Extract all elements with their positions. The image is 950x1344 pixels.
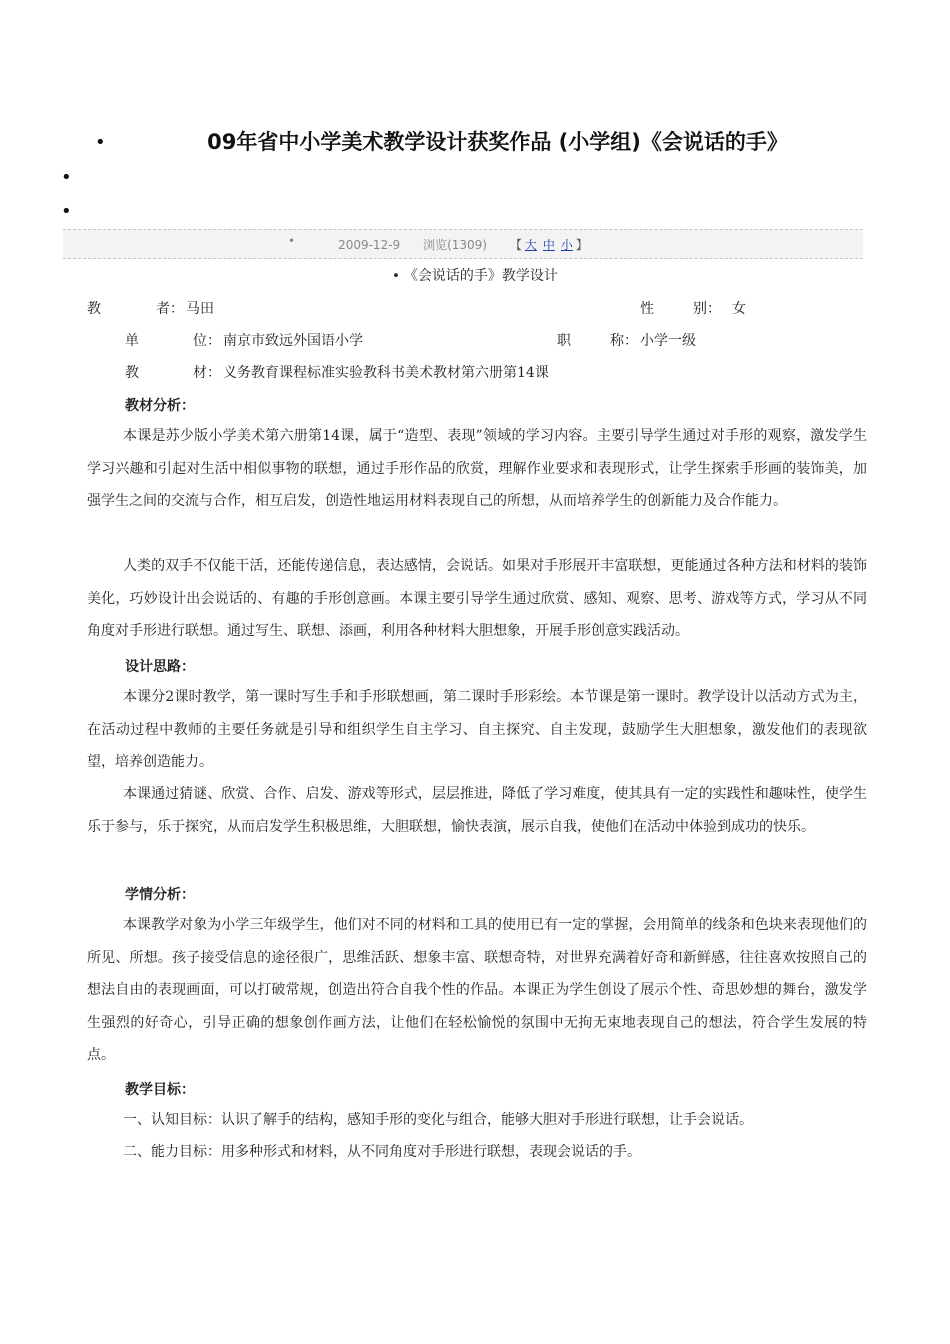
gender-label-b: 别：: [693, 301, 721, 317]
paragraph-analysis-1: 本课是苏少版小学美术第六册第14课，属于“造型、表现”领域的学习内容。主要引导学生通过对手形的观察，激发学生学习兴趣和引起对生活中相似事物的联想，通过手形作品的欣赏，理解作业要求和表现形式，让学生探索手形画的装饰美，加强学生之间的交流与合作，相互启发，创造性地运用材料表现自己的所想，从而培养学生的创新能力及合作能力。: [87, 428, 867, 509]
font-size-bracket-close: 】: [575, 238, 588, 252]
gender-label-a: 性: [640, 301, 654, 317]
bullet-marker: •: [392, 269, 404, 284]
page-title: 09年省中小学美术教学设计获奖作品 (小学组)《会说话的手》: [207, 130, 788, 154]
subtitle-text: 《会说话的手》教学设计: [403, 268, 558, 284]
unit-label-a: 单: [125, 333, 139, 349]
author-value: 马田: [186, 301, 214, 317]
section-heading-design: 设计思路：: [125, 659, 195, 675]
goal-item-1: 一、认知目标：认识了解手的结构，感知手形的变化与组合，能够大胆对手形进行联想，让手会说话。: [123, 1112, 753, 1128]
author-label-a: 教: [87, 301, 101, 317]
paragraph-student-1: 本课教学对象为小学三年级学生，他们对不同的材料和工具的使用已有一定的掌握，会用简单的线条和色块来表现他们的所见、所想。孩子接受信息的途径很广，思维活跃、想象丰富、联想奇特，对世界充满着好奇和新鲜感，往往喜欢按照自己的想法自由的表现画面，可以打破常规，创造出符合自我个性的作品。本课正为学生创设了展示个性、奇思妙想的舞台，激发学生强烈的好奇心，引导正确的想象创作画方法，让他们在轻松愉悦的氛围中无拘无束地表现自己的想法，符合学生发展的特点。: [87, 917, 867, 1063]
material-label-b: 材：: [193, 365, 221, 381]
font-medium-link[interactable]: 中: [542, 238, 555, 252]
job-title-label-a: 职: [557, 333, 571, 349]
bullet-marker: •: [61, 201, 72, 222]
subtitle: [0, 265, 950, 285]
section-heading-student: 学情分析：: [125, 887, 195, 903]
bullet-marker: •: [95, 132, 106, 153]
job-title-label-b: 称：: [610, 333, 638, 349]
font-small-link[interactable]: 小: [560, 238, 573, 252]
goal-item-2: 二、能力目标：用多种形式和材料，从不同角度对手形进行联想，表现会说话的手。: [123, 1144, 641, 1160]
material-label-a: 教: [125, 365, 139, 381]
paragraph-analysis-2: 人类的双手不仅能干活，还能传递信息，表达感情，会说话。如果对手形展开丰富联想，更能通过各种方法和材料的装饰美化，巧妙设计出会说话的、有趣的手形创意画。本课主要引导学生通过欣赏、感知、观察、思考、游戏等方式，学习从不同角度对手形进行联想。通过写生、联想、添画，利用各种材料大胆想象，开展手形创意实践活动。: [87, 558, 867, 639]
meta-bar: [63, 229, 863, 259]
view-count: 浏览(1309): [423, 238, 487, 252]
gender-value: 女: [732, 301, 746, 317]
post-date: 2009-12-9: [338, 238, 401, 252]
section-heading-goals: 教学目标：: [125, 1082, 195, 1098]
author-label-b: 者：: [156, 301, 184, 317]
unit-label-b: 位：: [193, 333, 221, 349]
paragraph-design-1: 本课分2课时教学，第一课时写生手和手形联想画，第二课时手形彩绘。本节课是第一课时。教学设计以活动方式为主，在活动过程中教师的主要任务就是引导和组织学生自主学习、自主探究、自主发现，鼓励学生大胆想象，激发他们的表现欲望，培养创造能力。: [87, 689, 867, 770]
paragraph-design-2: 本课通过猜谜、欣赏、合作、启发、游戏等形式，层层推进，降低了学习难度，使其具有一定的实践性和趣味性，使学生乐于参与，乐于探究，从而启发学生积极思维，大胆联想，愉快表演，展示自我，使他们在活动中体验到成功的快乐。: [87, 786, 867, 835]
material-value: 义务教育课程标准实验教科书美术教材第六册第14课: [223, 365, 549, 381]
job-title-value: 小学一级: [640, 333, 696, 349]
unit-value: 南京市致远外国语小学: [223, 333, 363, 349]
section-heading-analysis: 教材分析：: [125, 398, 195, 414]
font-large-link[interactable]: 大: [524, 238, 537, 252]
font-size-bracket-open: 【: [509, 238, 522, 252]
bullet-marker: •: [61, 167, 72, 188]
bullet-marker: •: [288, 234, 296, 248]
